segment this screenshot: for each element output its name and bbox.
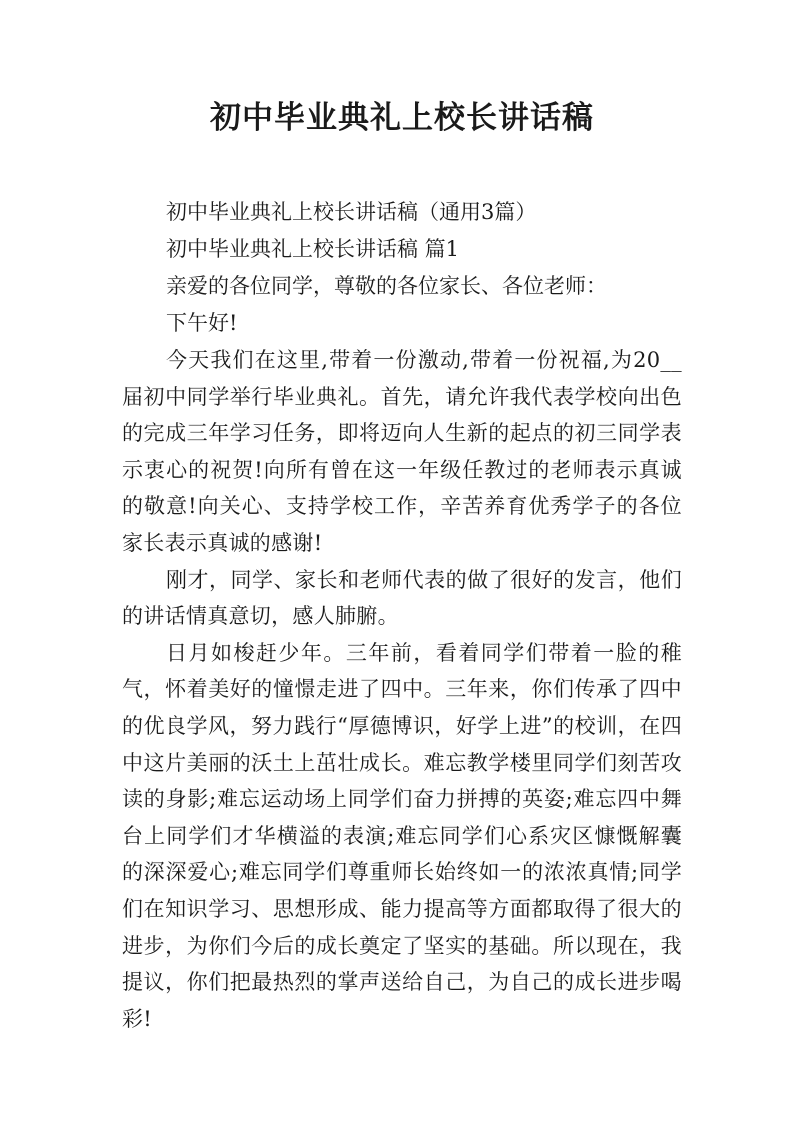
greeting: 下午好! [166, 311, 238, 335]
document-subtitle: 初中毕业典礼上校长讲话稿（通用3篇） [166, 200, 537, 224]
paragraph-opening: 今天我们在这里,带着一份激动,带着一份祝福,为20__届初中同学举行毕业典礼。首先，请允许我代表学校向出色的完成三年学习任务，即将迈向人生新的起点的初三同学表示衷心的祝贺!向所有曾在这一年级任教过的老师表示真诚的敬意!向关心、支持学校工作，辛苦养育优秀学子的各位家长表示真诚的感谢! [122, 348, 682, 555]
section-heading: 初中毕业典礼上校长讲话稿 篇1 [166, 237, 460, 261]
paragraph-speeches: 刚才，同学、家长和老师代表的做了很好的发言，他们的讲话情真意切，感人肺腑。 [122, 567, 682, 629]
paragraph-memories: 日月如梭赶少年。三年前，看着同学们带着一脸的稚气，怀着美好的憧憬走进了四中。三年来，你们传承了四中的优良学风，努力践行“厚德博识，好学上进”的校训，在四中这片美丽的沃土上茁壮成长。难忘教学楼里同学们刻苦攻读的身影;难忘运动场上同学们奋力拼搏的英姿;难忘四中舞台上同学们才华横溢的表演;难忘同学们心系灾区慷慨解囊的深深爱心;难忘同学们尊重师长始终如一的浓浓真情;同学们在知识学习、思想形成、能力提高等方面都取得了很大的进步，为你们今后的成长奠定了坚实的基础。所以现在，我提议，你们把最热烈的掌声送给自己，为自己的成长进步喝彩! [122, 640, 682, 1031]
salutation: 亲爱的各位同学，尊敬的各位家长、各位老师： [166, 274, 607, 298]
document-title: 初中毕业典礼上校长讲话稿 [210, 100, 594, 136]
